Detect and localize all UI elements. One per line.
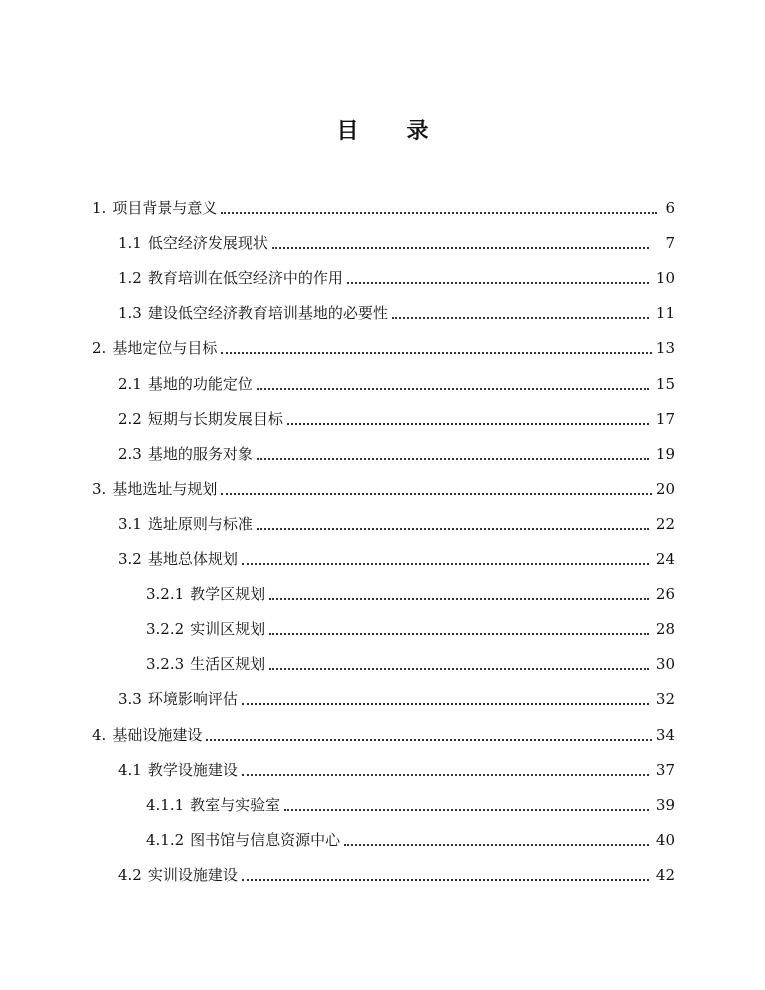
toc-entry-number: 4.2: [118, 865, 142, 884]
toc-entry-number: 1.3: [118, 304, 142, 323]
toc-entry-title: 基地的功能定位: [147, 374, 253, 393]
toc-entry-number: 2.3: [118, 444, 142, 463]
toc-dot-leader: [221, 212, 657, 214]
toc-entry-page: 11: [655, 304, 675, 323]
toc-entry-title: 教室与实验室: [190, 795, 281, 814]
toc-entry-title: 低空经济发展现状: [147, 234, 268, 253]
toc-entry[interactable]: [118, 258, 675, 288]
toc-dot-leader: [257, 388, 649, 390]
toc-entry-title: 环境影响评估: [147, 690, 238, 709]
toc-entry-title: 教学设施建设: [147, 760, 238, 779]
title-char-1: 目: [336, 119, 359, 144]
title-char-2: 录: [406, 119, 429, 144]
toc-entry[interactable]: [146, 609, 675, 639]
page-title: [0, 114, 765, 145]
toc-entry[interactable]: [92, 188, 675, 218]
toc-entry-title: 教学区规划: [190, 585, 266, 604]
toc-entry-page: 13: [655, 339, 675, 358]
toc-entry-page: 32: [655, 690, 675, 709]
toc-entry-page: 39: [655, 795, 675, 814]
toc-entry-number: 4.1.2: [146, 830, 185, 849]
toc-entry[interactable]: [118, 855, 675, 885]
toc-dot-leader: [392, 317, 649, 319]
toc-entry-page: 10: [655, 269, 675, 288]
toc-dot-leader: [221, 493, 652, 495]
toc-dot-leader: [269, 668, 649, 670]
toc-entry[interactable]: [118, 293, 675, 323]
toc-entry[interactable]: [118, 223, 675, 253]
toc-entry-number: 4.1: [118, 760, 142, 779]
toc-entry[interactable]: [146, 785, 675, 815]
toc-entry-title: 教育培训在低空经济中的作用: [147, 269, 343, 288]
toc-entry-title: 项目背景与意义: [112, 199, 218, 217]
toc-dot-leader: [221, 352, 652, 354]
toc-entry-number: 3.2.1: [146, 585, 185, 604]
toc-entry-title: 实训设施建设: [147, 865, 238, 884]
toc-entry-number: 4.1.1: [146, 795, 185, 814]
toc-entry-number: 2.2: [118, 409, 142, 428]
toc-dot-leader: [269, 598, 649, 600]
toc-entry-page: 40: [655, 830, 675, 849]
toc-entry[interactable]: [118, 750, 675, 780]
toc-entry[interactable]: [118, 364, 675, 394]
toc-dot-leader: [242, 563, 649, 565]
toc-entry-number: 3.3: [118, 690, 142, 709]
toc-dot-leader: [206, 739, 652, 741]
toc-entry-page: 28: [655, 620, 675, 639]
toc-entry[interactable]: [92, 715, 675, 745]
toc-entry-number: 2.: [92, 339, 107, 358]
toc-entry-number: 3.2.3: [146, 655, 185, 674]
toc-entry-page: 17: [655, 409, 675, 428]
toc-entry-title: 基地选址与规划: [112, 479, 218, 498]
toc-entry-page: 15: [655, 374, 675, 393]
toc-entry[interactable]: [92, 469, 675, 499]
toc-entry-number: 3.1: [118, 514, 142, 533]
toc-entry[interactable]: [146, 574, 675, 604]
toc-entry-page: 42: [655, 865, 675, 884]
toc-entry[interactable]: [92, 328, 675, 358]
toc-entry-title: 建设低空经济教育培训基地的必要性: [147, 304, 388, 323]
toc-entry-title: 基地总体规划: [147, 550, 238, 568]
toc-entry-title: 基础设施建设: [112, 725, 203, 744]
toc-entry-number: 2.1: [118, 374, 142, 393]
toc-entry[interactable]: [118, 434, 675, 464]
toc-dot-leader: [242, 879, 649, 881]
toc-entry[interactable]: [146, 644, 675, 674]
toc-dot-leader: [257, 528, 649, 530]
toc-entry-title: 选址原则与标准: [147, 514, 253, 533]
toc-entry-page: 26: [655, 585, 675, 604]
toc-entry[interactable]: [118, 399, 675, 429]
toc-entry[interactable]: [118, 539, 675, 569]
toc-dot-leader: [287, 423, 649, 425]
toc-entry-title: 基地定位与目标: [112, 339, 218, 358]
toc-dot-leader: [242, 703, 649, 705]
toc-entry-page: 34: [655, 725, 675, 744]
toc-entry-title: 基地的服务对象: [147, 444, 253, 463]
toc-entry-page: 6: [665, 199, 675, 217]
toc-entry-page: 7: [665, 234, 675, 253]
toc-entry[interactable]: [118, 679, 675, 709]
toc-entry-number: 4.: [92, 725, 107, 744]
toc-entry-number: 1.2: [118, 269, 142, 288]
toc-entry-number: 3.: [92, 479, 107, 498]
toc-entry-page: 20: [655, 479, 675, 498]
toc-dot-leader: [284, 809, 649, 811]
toc-dot-leader: [257, 458, 649, 460]
toc-entry-page: 24: [655, 550, 675, 568]
toc-entry-title: 实训区规划: [190, 620, 266, 639]
toc-dot-leader: [242, 774, 649, 776]
toc-entry[interactable]: [146, 820, 675, 850]
toc-dot-leader: [344, 844, 649, 846]
toc-entry-number: 3.2.2: [146, 620, 185, 639]
toc-entry[interactable]: [118, 504, 675, 534]
toc-entry-page: 22: [655, 514, 675, 533]
toc-entry-page: 37: [655, 760, 675, 779]
toc-entry-number: 1.: [92, 199, 107, 217]
toc-entry-number: 1.1: [118, 234, 142, 253]
toc-entry-title: 图书馆与信息资源中心: [190, 830, 341, 849]
toc-entry-number: 3.2: [118, 550, 142, 568]
toc-entry-title: 生活区规划: [190, 655, 266, 674]
toc-dot-leader: [347, 282, 649, 284]
toc-entry-title: 短期与长期发展目标: [147, 409, 283, 428]
toc-dot-leader: [272, 247, 649, 249]
toc-dot-leader: [269, 633, 649, 635]
toc-entry-page: 30: [655, 655, 675, 674]
toc-entry-page: 19: [655, 444, 675, 463]
